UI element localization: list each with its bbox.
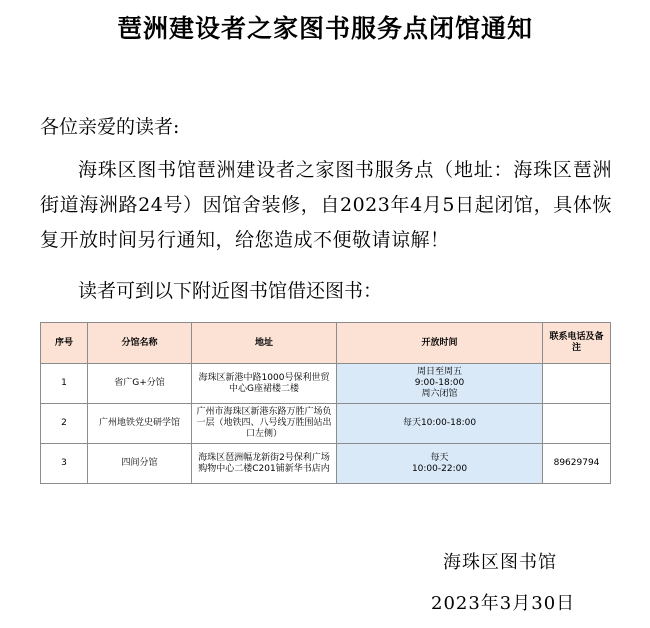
row-branch-name: 四间分馆 <box>88 444 192 484</box>
row-address: 海珠区琶洲幅龙新街2号保利广场购物中心二楼C201铺新华书店内 <box>192 444 337 484</box>
header-opening-hours: 开放时间 <box>337 323 543 364</box>
nearby-libraries-lead: 读者可到以下附近图书馆借还图书： <box>78 280 383 302</box>
notice-body: 海珠区图书馆琶洲建设者之家图书服务点（地址：海珠区琶洲街道海洲路24号）因馆舍装修，自2023年4月5日起闭馆，具体恢复开放时间另行通知，给您造成不便敬请谅解！ <box>40 159 612 251</box>
header-contact: 联系电话及备注 <box>543 323 611 364</box>
notice-title: 琶洲建设者之家图书服务点闭馆通知 <box>116 14 533 43</box>
table-row <box>41 364 611 404</box>
row-opening-hours <box>337 404 543 444</box>
nearby-libraries-table <box>40 322 611 484</box>
row-no: 2 <box>41 404 88 444</box>
hours-line: 10:00-22:00 <box>411 463 468 474</box>
row-no: 3 <box>41 444 88 484</box>
row-no: 1 <box>41 364 88 404</box>
hours-line: 9:00-18:00 <box>414 378 465 388</box>
header-branch-name: 分馆名称 <box>88 323 192 364</box>
row-opening-hours <box>337 444 543 484</box>
row-contact <box>543 364 611 404</box>
row-contact: 89629794 <box>543 444 611 484</box>
header-no: 序号 <box>41 323 88 364</box>
hours-line: 周日至周五 <box>416 367 462 377</box>
notice-date: 2023年3月30日 <box>431 593 576 614</box>
row-address: 海珠区新港中路1000号保利世贸中心G座裙楼二楼 <box>192 364 337 404</box>
row-branch-name: 省广G+分馆 <box>88 364 192 404</box>
hours-line: 周六闭馆 <box>421 389 458 399</box>
table-row <box>41 444 611 484</box>
table-row <box>41 404 611 444</box>
hours-line: 每天10:00-18:00 <box>402 418 477 428</box>
hours-line: 每天 <box>430 452 449 463</box>
table-header-row <box>41 323 611 364</box>
header-address: 地址 <box>192 323 337 364</box>
row-contact <box>543 404 611 444</box>
row-address: 广州市海珠区新港东路万胜广场负一层（地铁四、八号线万胜围站出口左侧） <box>192 404 337 444</box>
signature: 海珠区图书馆 <box>443 552 557 573</box>
salutation: 各位亲爱的读者: <box>40 116 180 138</box>
row-branch-name: 广州地铁党史研学馆 <box>88 404 192 444</box>
row-opening-hours <box>337 364 543 404</box>
